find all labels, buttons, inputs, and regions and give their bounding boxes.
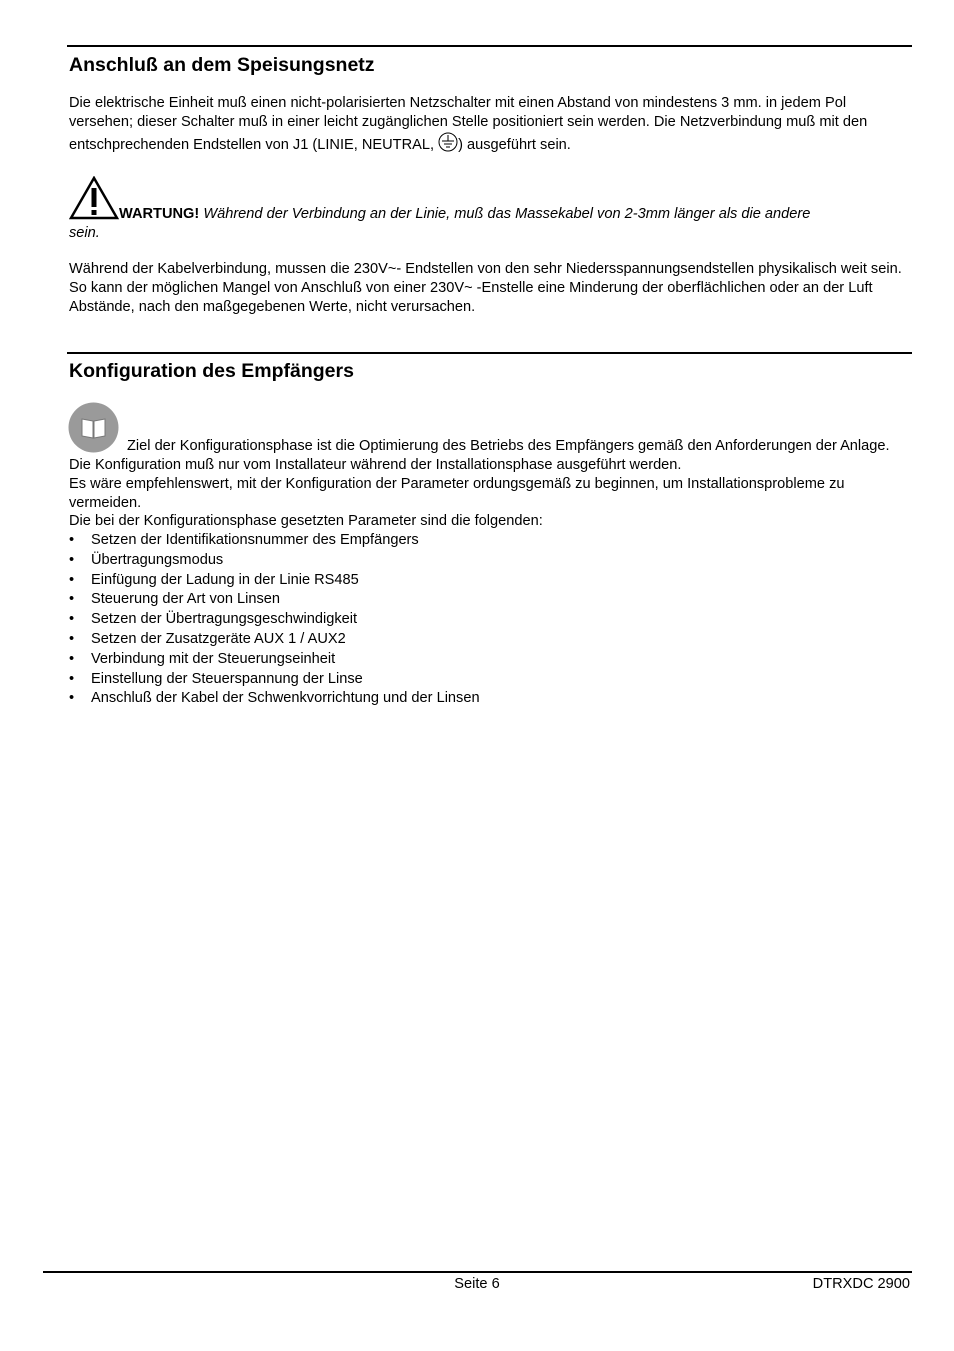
- power-paragraph: [69, 94, 914, 155]
- warning-line: [119, 205, 919, 224]
- config-params-intro: Die bei der Konfigurationsphase gesetzten Parameter sind die folgenden:: [69, 513, 543, 529]
- config-recommendation: Es wäre empfehlenswert, mit der Konfiguration der Parameter ordungsgemäß zu beginnen, um Installationsprobleme zu vermeiden.: [69, 476, 845, 511]
- warning-continuation: [69, 224, 914, 243]
- earth-ground-icon: [438, 132, 458, 152]
- warning-text: Während der Verbindung an der Linie, muß das Massekabel von 2-3mm länger als die andere: [199, 206, 811, 222]
- list-item: • Übertragungsmodus: [69, 551, 480, 571]
- list-item: • Setzen der Identifikationsnummer des Empfängers: [69, 531, 480, 551]
- section-title-config: Konfiguration des Empfängers: [69, 360, 354, 382]
- list-item: • Einfügung der Ladung in der Linie RS485: [69, 571, 480, 591]
- cabling-paragraph: Während der Kabelverbindung, mussen die 230V~- Endstellen von den sehr Niedersspannungsendstellen physikalisch weit sein. So kann der möglichen Mangel von Anschluß von einer 230V~ -Enstelle eine Minderung der oberflächlichen oder an der Luft Abstände, nach den maßgegebenen Werte, nicht verursachen.: [69, 261, 902, 315]
- section-rule-top: [67, 45, 912, 47]
- power-paragraph-end: ) ausgeführt sein.: [458, 137, 571, 153]
- warning-triangle-icon: [69, 176, 119, 220]
- config-intro-text: Ziel der Konfigurationsphase ist die Optimierung des Betriebs des Empfängers gemäß den Anforderungen der Anlage. Die Konfiguration muß nur vom Installateur während der Installationsphase ausgeführt werden.: [69, 438, 890, 473]
- footer-doc-id: DTRXDC 2900: [812, 1276, 910, 1292]
- list-item: • Einstellung der Steuerspannung der Linse: [69, 670, 480, 690]
- warning-cont-text: sein.: [69, 225, 100, 241]
- config-intro: [69, 437, 914, 475]
- power-paragraph-text: Die elektrische Einheit muß einen nicht-polarisierten Netzschalter mit einen Abstand von mindestens 3 mm. in jedem Pol versehen; dieser Schalter muß in einer leicht zugänglichen Stelle positioniert sein werden. Die Netzverbindung muß mit den entschprechenden Endstellen von J1 (LINIE, NEUTRAL,: [69, 95, 868, 153]
- list-item: • Setzen der Übertragungsgeschwindigkeit: [69, 610, 480, 630]
- footer-rule: [43, 1271, 912, 1273]
- list-item: • Anschluß der Kabel der Schwenkvorrichtung und der Linsen: [69, 689, 480, 709]
- warning-label: WARTUNG!: [119, 206, 200, 222]
- config-param-list: [69, 531, 480, 709]
- list-item: • Steuerung der Art von Linsen: [69, 590, 480, 610]
- footer-page-number: Seite 6: [454, 1276, 500, 1292]
- section-rule-config: [67, 352, 912, 354]
- section-title-power: Anschluß an dem Speisungsnetz: [69, 54, 375, 76]
- list-item: • Setzen der Zusatzgeräte AUX 1 / AUX2: [69, 630, 480, 650]
- list-item: • Verbindung mit der Steuerungseinheit: [69, 650, 480, 670]
